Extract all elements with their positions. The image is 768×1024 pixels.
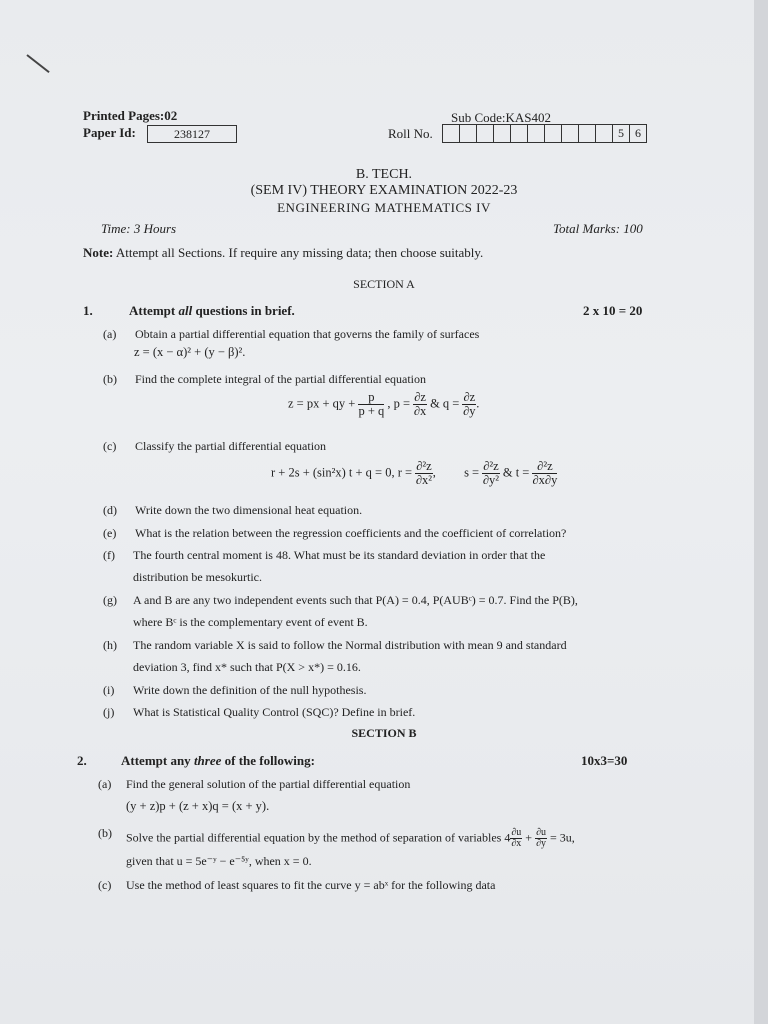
q1c-text: Classify the partial differential equation [135, 439, 327, 453]
roll-no-boxes [442, 124, 647, 143]
q1c-equation: r + 2s + (sin²x) t + q = 0, r = $\frac{\text{∂²z}}{\text{∂x²}}$ , s = $\frac{\text{∂²z}}{\text{∂y²}}$ & t = $\frac{\text{∂²z}}{\partial x\partial y}$ [271, 459, 558, 487]
roll-digit [545, 125, 562, 142]
q1a-label: (a) [103, 327, 117, 341]
q1-number: 1. [83, 303, 93, 318]
roll-digit [596, 125, 613, 142]
q1g-text-2: where Bᶜ is the complementary event of event B. [133, 615, 368, 629]
q1a-equation: z = (x − α)² + (y − β)². [134, 345, 246, 359]
q2-number: 2. [77, 753, 87, 768]
pen-mark [26, 54, 49, 73]
q1f-text-2: distribution be mesokurtic. [133, 570, 262, 584]
q2-marks: 10x3=30 [581, 753, 628, 768]
q2b-text: Solve the partial differential equation by the method of separation of variables 4 $\frac{\partial u}{\partial x}$ + $\frac{\partial u}{\partial y}$ = 3u, [126, 827, 575, 849]
sub-code: Sub Code:KAS402 [451, 110, 552, 125]
q1f-text: The fourth central moment is 48. What must be its standard deviation in order that the [133, 548, 546, 562]
q1e-text: What is the relation between the regression coefficients and the coefficient of correlation? [135, 526, 567, 540]
roll-digit [528, 125, 545, 142]
q1b-equation: z = px + qy + $\frac{p}{p + q}$ , p = $\frac{\partial z}{\partial x}$ & q = $\frac{\partial z}{\partial y}$ . [288, 390, 480, 418]
q1h-label: (h) [103, 638, 117, 652]
roll-digit [511, 125, 528, 142]
roll-digit: 6 [635, 126, 641, 140]
roll-digit [460, 125, 477, 142]
exam-title: (SEM IV) THEORY EXAMINATION 2022-23 [250, 183, 518, 198]
q1h-text-2: deviation 3, find x* such that P(X > x*) = 0.16. [133, 660, 361, 674]
q1c-label: (c) [103, 439, 117, 453]
time-label: Time: 3 Hours [101, 221, 177, 236]
q2c-text: Use the method of least squares to fit the curve y = abˣ for the following data [126, 878, 496, 892]
note-text: Attempt all Sections. If require any missing data; then choose suitably. [115, 245, 484, 260]
roll-digit [579, 125, 596, 142]
q2a-label: (a) [98, 777, 112, 791]
degree-title: B. TECH. [355, 167, 413, 182]
q1j-text: What is Statistical Quality Control (SQC)? Define in brief. [133, 705, 416, 719]
q1b-label: (b) [103, 372, 117, 386]
q2a-equation: (y + z)p + (z + x)q = (x + y). [126, 799, 270, 813]
subject-title: ENGINEERING MATHEMATICS IV [277, 200, 491, 215]
roll-digit [477, 125, 494, 142]
q1a-text: Obtain a partial differential equation that governs the family of surfaces [135, 327, 480, 341]
q2a-text: Find the general solution of the partial differential equation [126, 777, 411, 791]
q2b-label: (b) [98, 826, 112, 840]
q1i-text: Write down the definition of the null hypothesis. [133, 683, 367, 697]
section-b-heading: SECTION B [351, 726, 417, 740]
page-edge [754, 0, 768, 1024]
paper-id-label: Paper Id: [83, 125, 136, 140]
q2c-label: (c) [98, 878, 112, 892]
q1g-label: (g) [103, 593, 117, 607]
q1h-text: The random variable X is said to follow the Normal distribution with mean 9 and standard [133, 638, 567, 652]
q1i-label: (i) [103, 683, 115, 697]
q1f-label: (f) [103, 548, 115, 562]
q1-marks: 2 x 10 = 20 [583, 303, 643, 318]
q1g-text: A and B are any two independent events such that P(A) = 0.4, P(AUBᶜ) = 0.7. Find the P(B), [133, 593, 578, 607]
paper-id-box: 238127 [147, 125, 237, 143]
q1e-label: (e) [103, 526, 117, 540]
roll-digit [443, 125, 460, 142]
note [83, 245, 483, 261]
q1d-text: Write down the two dimensional heat equation. [135, 503, 363, 517]
note-label: Note: [83, 245, 114, 260]
q1d-label: (d) [103, 503, 117, 517]
q1j-label: (j) [103, 705, 115, 719]
total-marks: Total Marks: 100 [553, 221, 643, 236]
q1b-text: Find the complete integral of the partial differential equation [135, 372, 427, 386]
roll-digit [562, 125, 579, 142]
q2b-text-2: given that u = 5e⁻ʸ − e⁻⁵ʸ, when x = 0. [126, 854, 312, 868]
roll-no-label: Roll No. [388, 126, 433, 141]
q2-heading: Attempt any three of the following: [121, 753, 315, 768]
printed-pages: Printed Pages:02 [83, 108, 178, 123]
section-a-heading: SECTION A [353, 277, 415, 291]
q1-heading: Attempt all questions in brief. [129, 303, 295, 318]
roll-digit: 5 [613, 125, 630, 142]
roll-digit [494, 125, 511, 142]
